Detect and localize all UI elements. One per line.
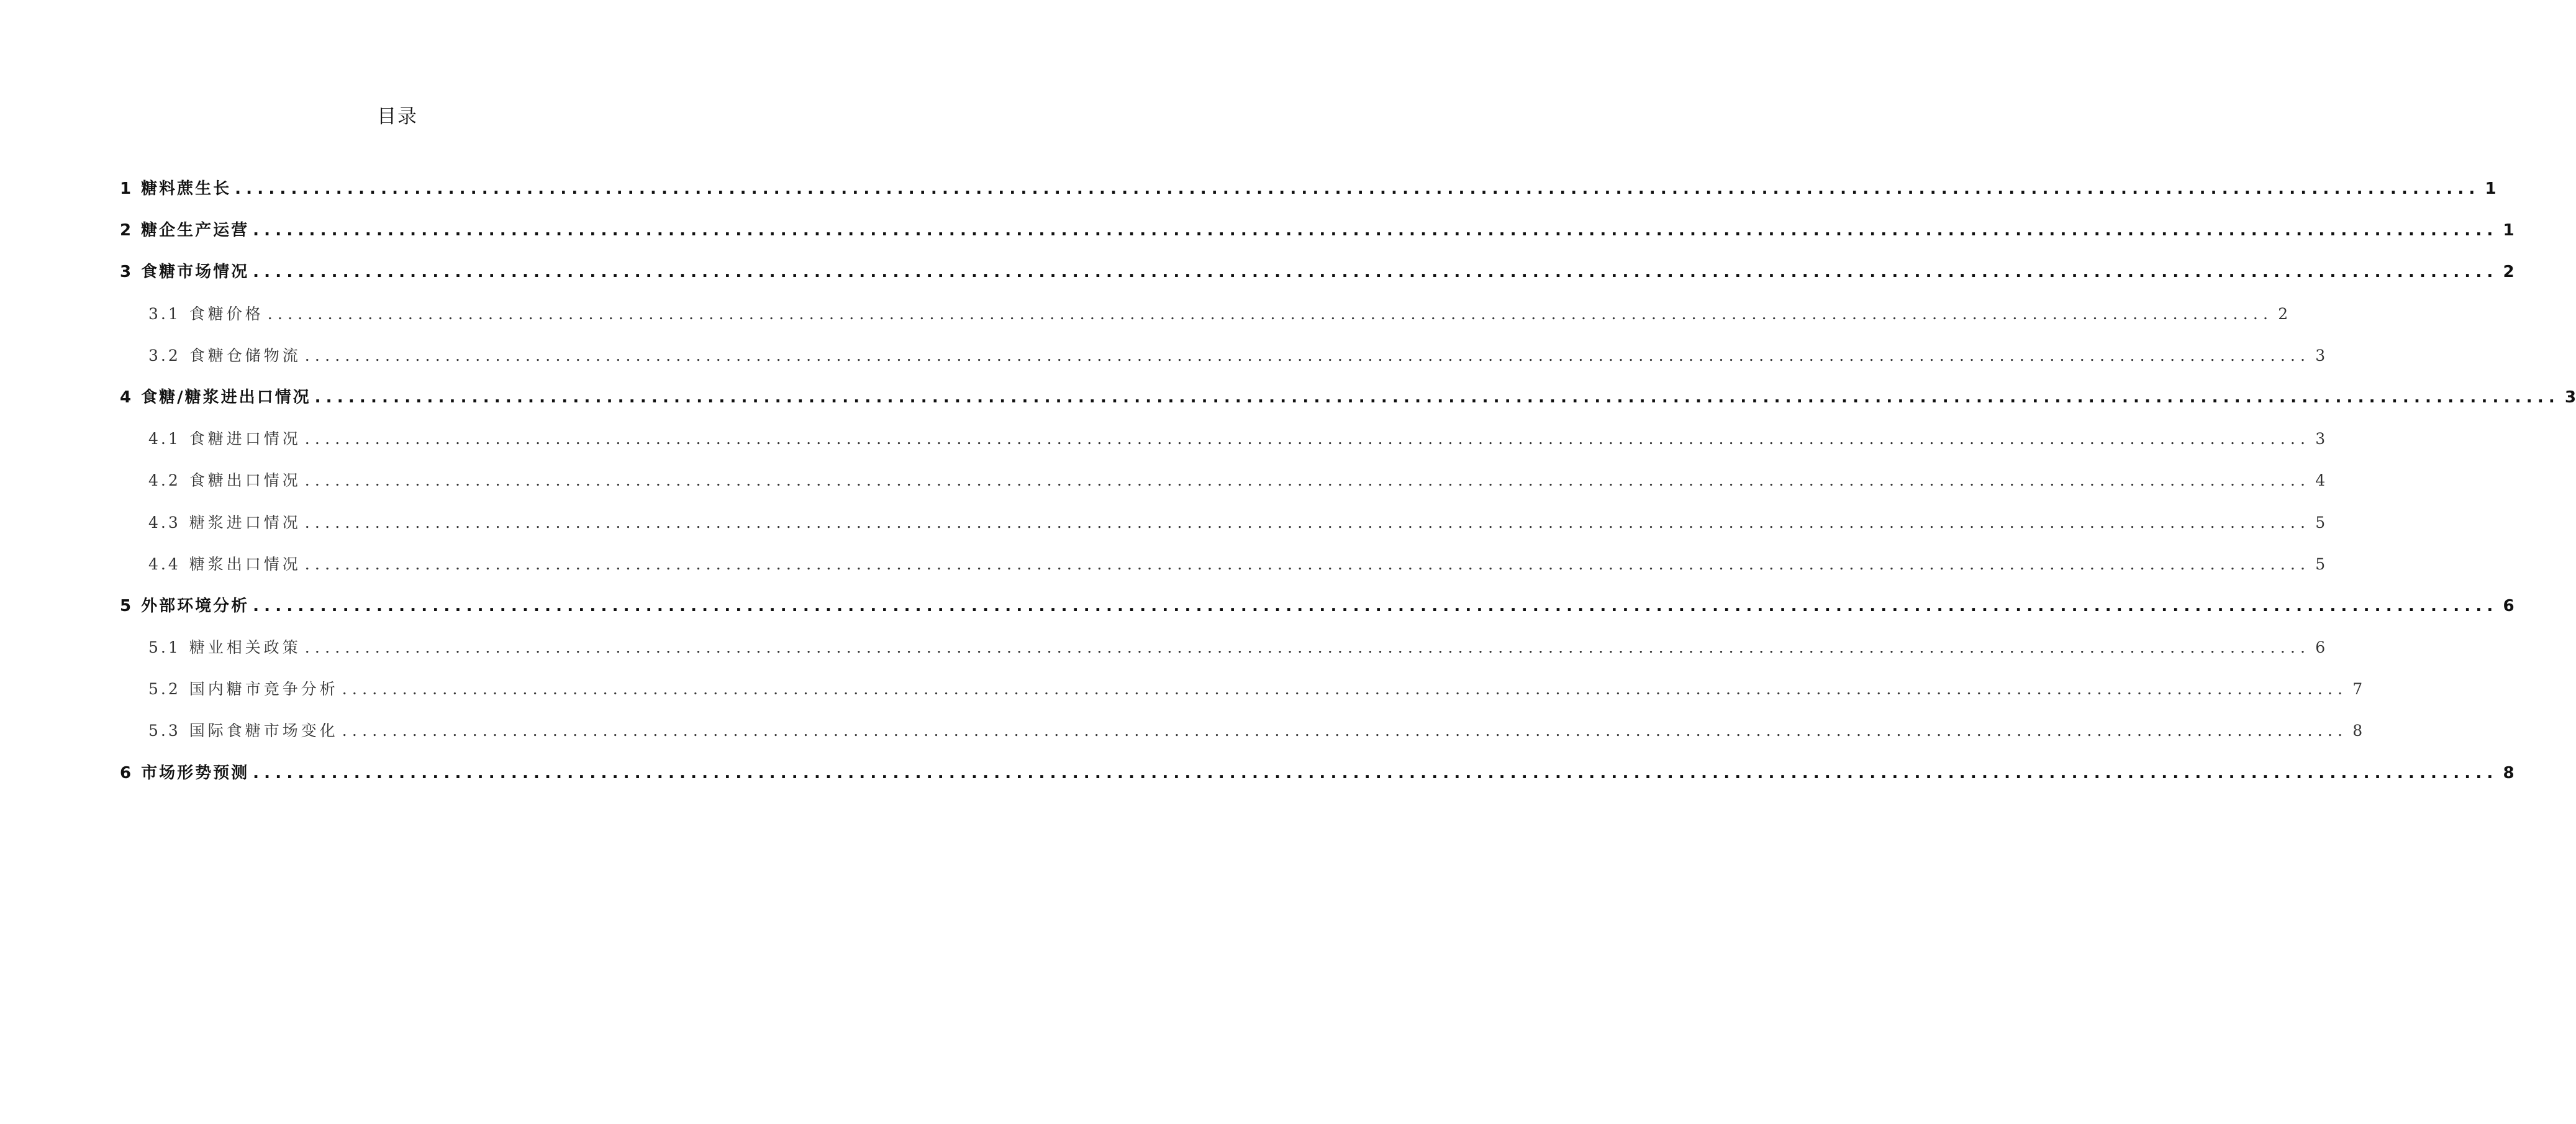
toc-entry[interactable]: [120, 343, 2326, 385]
toc-entry-title: 市场形势预测: [141, 763, 250, 782]
toc-entry[interactable]: [120, 302, 2288, 343]
toc-entry-title: 糖业相关政策: [189, 638, 301, 657]
toc-entry-title: 食糖市场情况: [141, 263, 250, 282]
toc-entry-number: 3: [120, 263, 132, 282]
toc-entry-number: 4.4: [148, 555, 181, 573]
toc-entry-title: 糖企生产运营: [141, 221, 250, 240]
toc-entry[interactable]: [120, 427, 2326, 468]
toc-entry-number: 2: [120, 221, 132, 240]
toc-entry-page: 1: [2485, 179, 2497, 198]
toc-title: 目录: [377, 106, 418, 128]
toc-entry-leader: ........................................................................................................................................................................................................: [304, 638, 2311, 657]
toc-entry[interactable]: [120, 677, 2363, 718]
toc-entry-page: 6: [2315, 638, 2326, 657]
toc-entry-leader: ........................................................................................................................................................................................................: [253, 596, 2498, 615]
toc-entry[interactable]: [120, 718, 2363, 760]
toc-entry[interactable]: [120, 510, 2326, 552]
toc-entry-title: 食糖仓储物流: [189, 346, 301, 365]
toc-entry-page: 5: [2315, 555, 2326, 573]
toc-entry-leader: ........................................................................................................................................................................................................: [267, 304, 2274, 323]
toc-entry-leader: ........................................................................................................................................................................................................: [253, 263, 2498, 282]
toc-entry-page: 3: [2315, 346, 2326, 365]
toc-entry[interactable]: [120, 468, 2326, 510]
toc-entry-number: 4.1: [148, 430, 181, 448]
toc-entry-number: 5.2: [148, 680, 181, 699]
toc-entry-number: 4.2: [148, 471, 181, 490]
toc-entry-leader: ........................................................................................................................................................................................................: [342, 722, 2348, 740]
toc-entry-number: 4: [120, 388, 132, 407]
toc-entry-title: 外部环境分析: [141, 596, 250, 615]
toc-entry-title: 食糖进口情况: [189, 430, 301, 448]
toc-entry-number: 1: [120, 179, 132, 198]
toc-entry-title: 糖浆进口情况: [189, 513, 301, 532]
toc-entry-leader: ........................................................................................................................................................................................................: [304, 346, 2311, 365]
toc-entry-number: 5.1: [148, 638, 181, 657]
toc-entry-page: 3: [2564, 388, 2576, 407]
toc-entry[interactable]: [120, 218, 2515, 260]
toc-entry-leader: ........................................................................................................................................................................................................: [235, 179, 2480, 198]
toc-entry-page: 8: [2503, 763, 2515, 782]
toc-entry-title: 食糖/糖浆进出口情况: [141, 388, 311, 407]
toc-entry-page: 3: [2315, 430, 2326, 448]
toc-entry-page: 4: [2315, 471, 2326, 490]
toc-entry-title: 糖料蔗生长: [141, 179, 232, 198]
toc-entry-page: 8: [2352, 722, 2363, 740]
toc-entry-title: 国内糖市竞争分析: [189, 680, 338, 699]
toc-entry-page: 6: [2503, 596, 2515, 615]
toc-entry[interactable]: [120, 176, 2497, 218]
toc-entry-page: 7: [2352, 680, 2363, 699]
toc-list: [120, 176, 2576, 802]
toc-entry-leader: ........................................................................................................................................................................................................: [342, 680, 2348, 699]
toc-entry-number: 6: [120, 763, 132, 782]
toc-entry-leader: ........................................................................................................................................................................................................: [314, 388, 2560, 407]
toc-entry-page: 1: [2503, 221, 2515, 240]
toc-entry-leader: ........................................................................................................................................................................................................: [304, 430, 2311, 448]
toc-entry-title: 国际食糖市场变化: [189, 722, 338, 740]
toc-entry-number: 4.3: [148, 513, 181, 532]
toc-entry-number: 3.2: [148, 346, 181, 365]
toc-entry[interactable]: [120, 635, 2326, 677]
toc-entry-number: 3.1: [148, 304, 181, 323]
toc-entry-page: 2: [2503, 263, 2515, 282]
toc-entry[interactable]: [120, 260, 2515, 301]
toc-entry-leader: ........................................................................................................................................................................................................: [304, 555, 2311, 573]
toc-entry-page: 2: [2278, 304, 2288, 323]
toc-entry[interactable]: [120, 594, 2515, 635]
toc-entry-number: 5: [120, 596, 132, 615]
toc-entry-leader: ........................................................................................................................................................................................................: [304, 513, 2311, 532]
toc-entry-page: 5: [2315, 513, 2326, 532]
toc-entry[interactable]: [120, 761, 2515, 802]
toc-entry-number: 5.3: [148, 722, 181, 740]
toc-entry-title: 食糖价格: [189, 304, 264, 323]
toc-entry-title: 糖浆出口情况: [189, 555, 301, 573]
toc-entry-leader: ........................................................................................................................................................................................................: [304, 471, 2311, 490]
toc-entry[interactable]: [120, 552, 2326, 594]
toc-entry[interactable]: [120, 385, 2576, 427]
toc-entry-leader: ........................................................................................................................................................................................................: [253, 221, 2498, 240]
toc-entry-leader: ........................................................................................................................................................................................................: [253, 763, 2498, 782]
toc-entry-title: 食糖出口情况: [189, 471, 301, 490]
